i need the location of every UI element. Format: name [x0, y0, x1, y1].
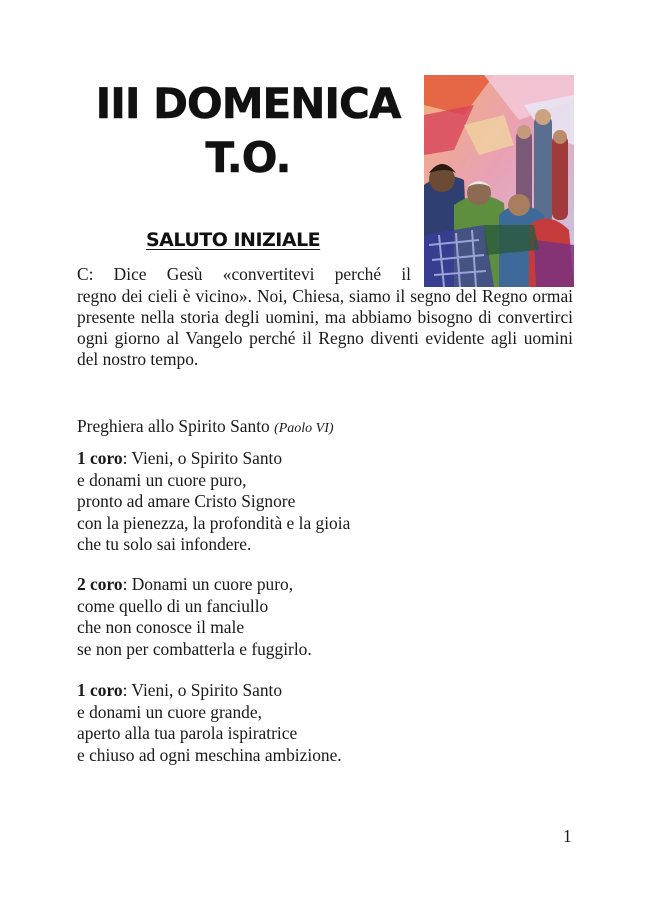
intro-text-body: regno dei cieli è vicino». Noi, Chiesa, siamo il segno del Regno ormai presente nella storia degli uomini, ma abbiamo bisogno di convertirci ogni giorno al Vangelo perché il Regno diventi evidente agli uomini del nostro tempo.	[77, 286, 573, 369]
stanza-1	[77, 448, 350, 556]
stanza-line: pronto ad amare Cristo Signore	[77, 491, 296, 512]
stanza-3	[77, 680, 342, 766]
stanza-line: aperto alla tua parola ispiratrice	[77, 723, 298, 744]
page-number: 1	[563, 826, 572, 846]
stanza-line: con la pienezza, la profondità e la gioia	[77, 512, 351, 533]
prayer-title-text: Preghiera allo Spirito Santo	[77, 416, 270, 436]
stanza-line-text: : Vieni, o Spirito Santo	[122, 680, 283, 700]
stanza-line	[77, 680, 342, 702]
choir-label: 1 coro	[77, 448, 123, 468]
stanza-line-text: : Donami un cuore puro,	[122, 574, 294, 594]
stanza-line-text: : Vieni, o Spirito Santo	[122, 448, 283, 468]
stanza-line: e chiuso ad ogni meschina ambizione.	[77, 744, 342, 765]
stanza-line: e donami un cuore puro,	[77, 469, 247, 490]
stanza-line: che non conosce il male	[77, 617, 245, 638]
stanza-line: e donami un cuore grande,	[77, 701, 262, 722]
intro-text-line-1: C: Dice Gesù «convertitevi perché il	[77, 264, 411, 284]
choir-label: 2 coro	[77, 574, 123, 594]
prayer-author: (Paolo VI)	[274, 421, 334, 436]
page-title-line-1: III DOMENICA	[95, 79, 401, 128]
page-title-line-2: T.O.	[205, 133, 291, 182]
stanza-line: che tu solo sai infondere.	[77, 534, 252, 555]
stanza-line	[77, 574, 312, 596]
section-heading-saluto: SALUTO INIZIALE	[146, 229, 321, 251]
stanza-line: se non per combatterla e fuggirlo.	[77, 638, 312, 659]
stanza-2	[77, 574, 312, 660]
prayer-title	[77, 416, 334, 439]
painting-gospel-scene-image	[424, 75, 574, 287]
stanza-line	[77, 448, 350, 470]
choir-label: 1 coro	[77, 680, 123, 700]
stanza-line: come quello di un fanciullo	[77, 595, 269, 616]
